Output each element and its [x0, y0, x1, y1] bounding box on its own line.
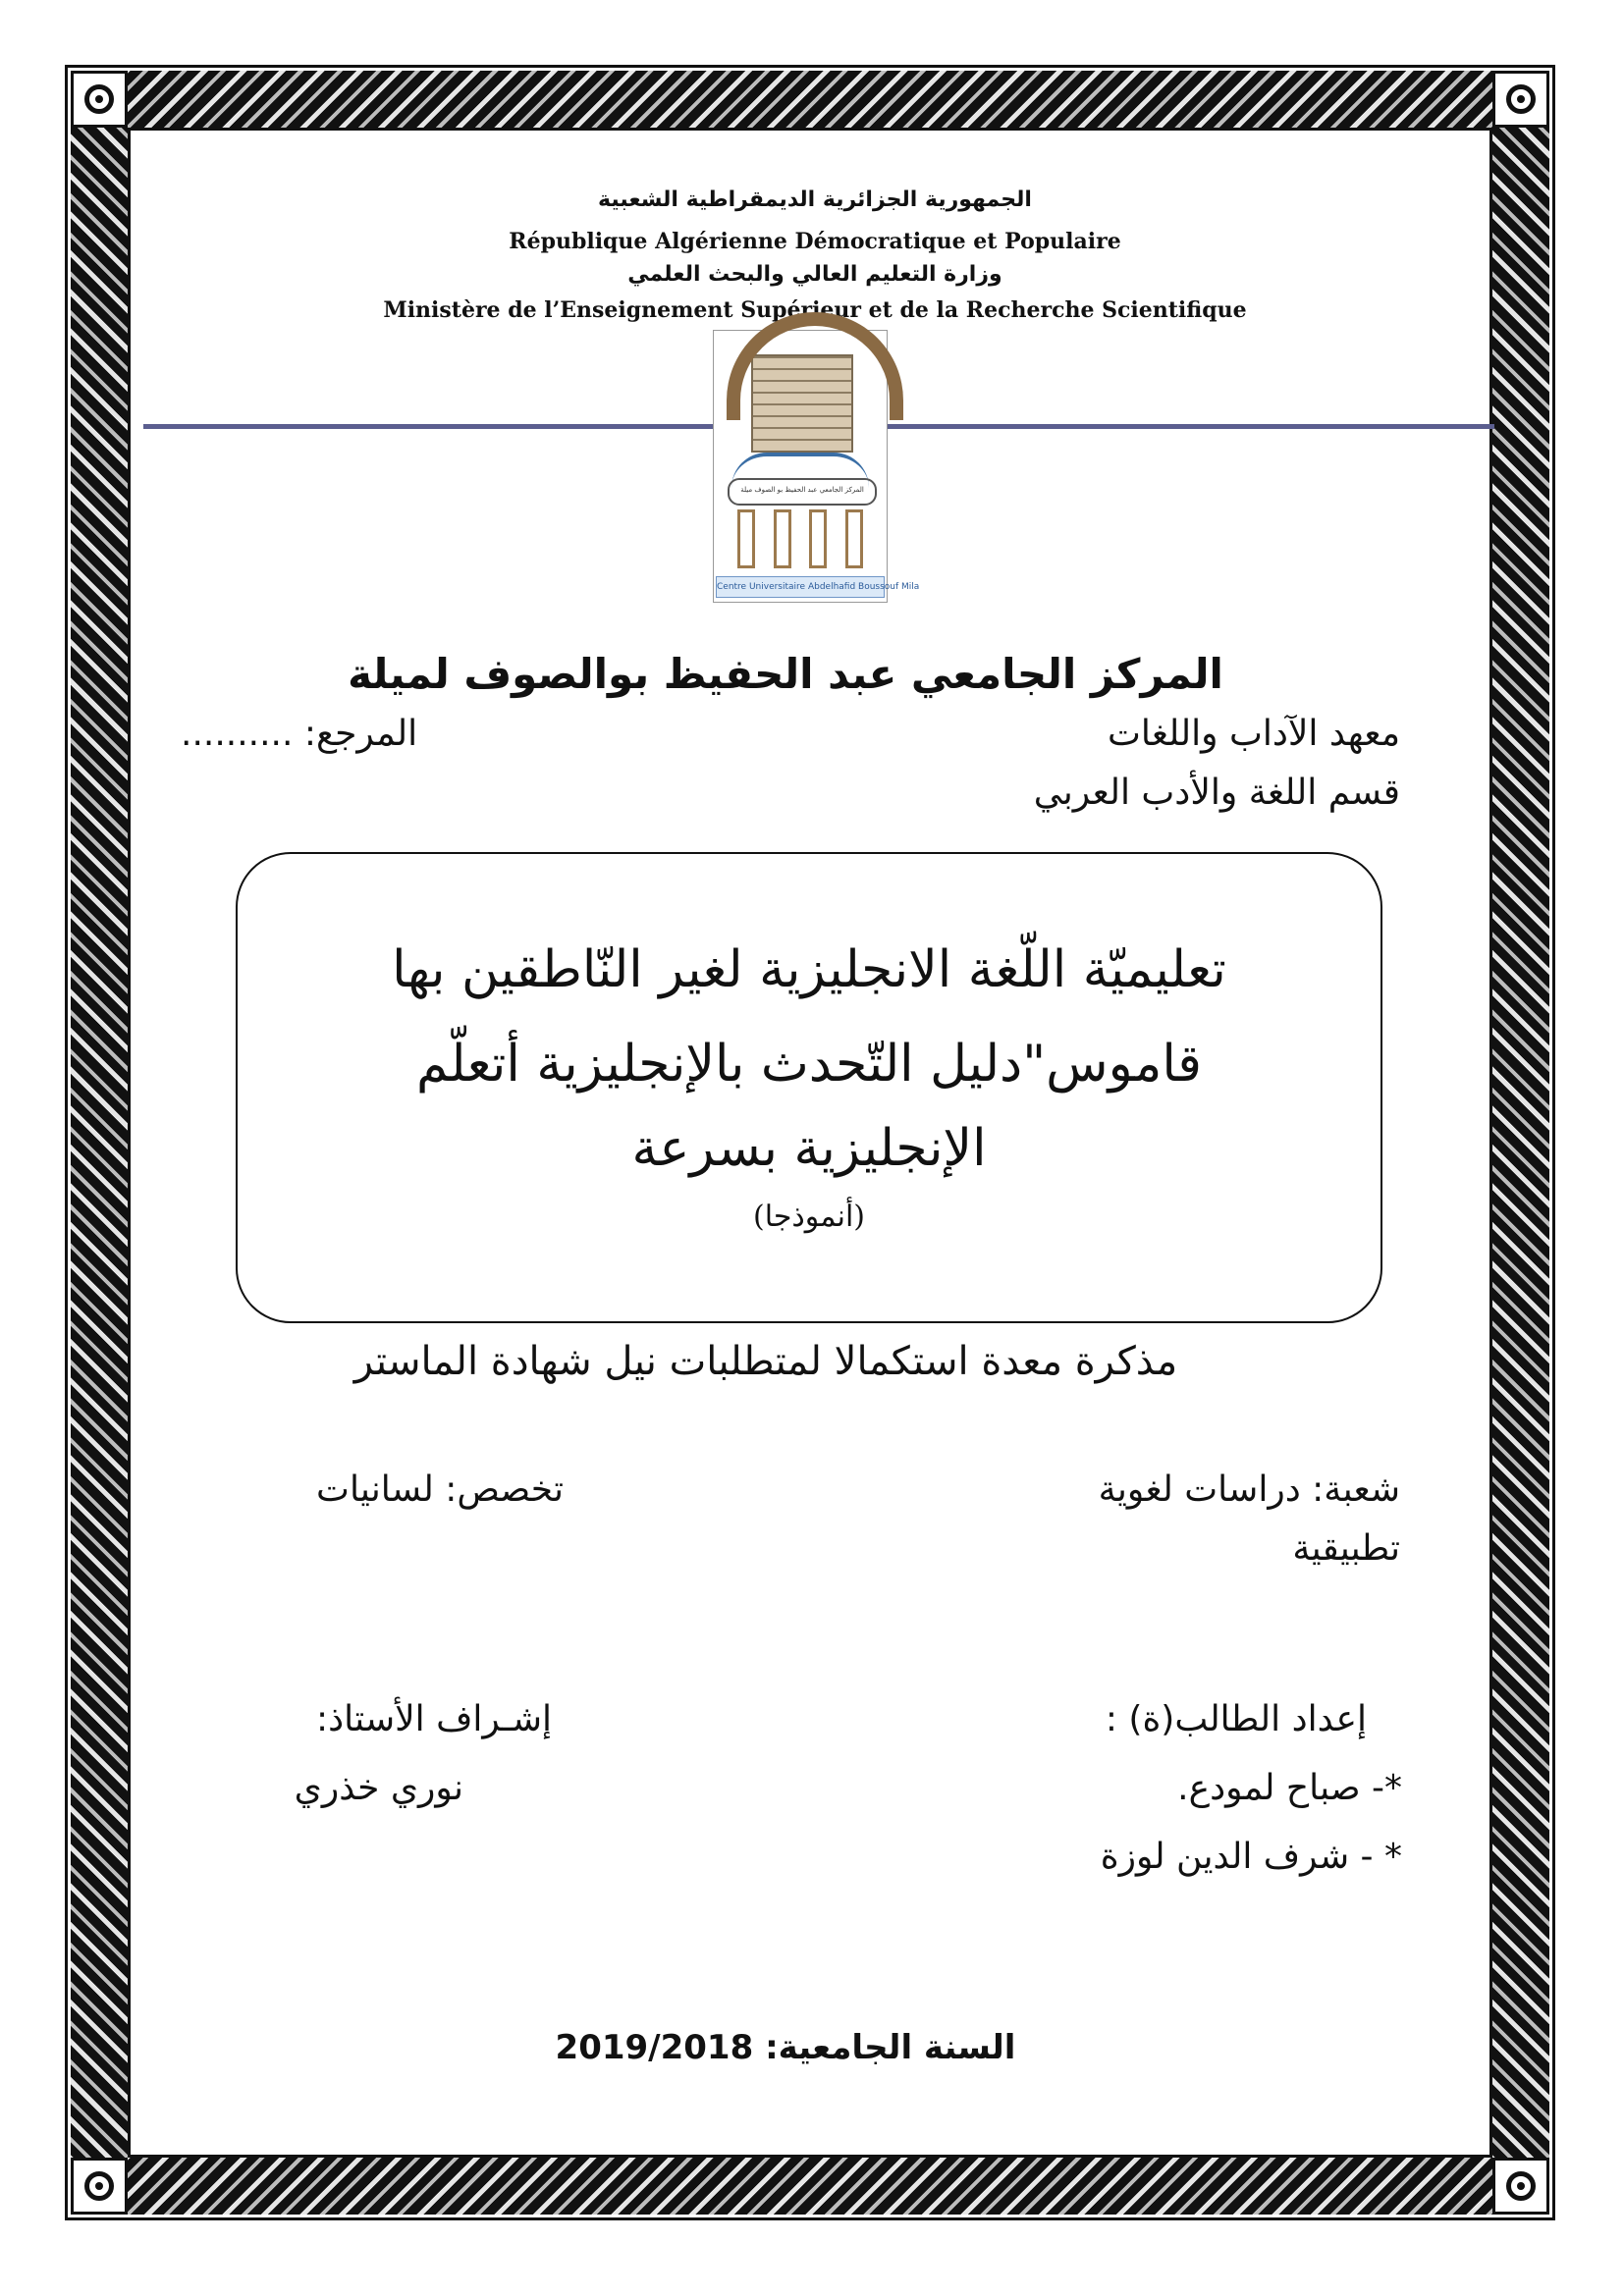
academic-year: السنة الجامعية: 2019/2018: [555, 2028, 1016, 2067]
corner-ornament-bottom-left: [71, 2158, 128, 2215]
thesis-purpose: مذكرة معدة استكمالا لمتطلبات نيل شهادة الماستر: [353, 1339, 1178, 1384]
student-name-2: * - شرف الدين لوزة: [1100, 1837, 1402, 1877]
republic-french: République Algérienne Démocratique et Populaire: [509, 229, 1121, 254]
branch-line-1: شعبة: دراسات لغوية: [1098, 1469, 1400, 1510]
ministry-french: Ministère de l’Enseignement Supérieur et de la Recherche Scientifique: [383, 297, 1247, 323]
pillars-icon: [737, 509, 863, 570]
ministry-arabic: وزارة التعليم العالي والبحث العلمي: [627, 262, 1002, 287]
border-pattern-top: [71, 71, 1549, 128]
thesis-title-line-3: الإنجليزية بسرعة: [631, 1119, 987, 1178]
center-name: المركز الجامعي عبد الحفيظ بوالصوف لميلة: [348, 650, 1223, 698]
students-label: إعداد الطالب(ة) :: [1105, 1699, 1367, 1739]
border-pattern-right: [1492, 71, 1549, 2215]
reference-number: المرجع: ..........: [181, 714, 418, 754]
logo-ribbon-text: المركز الجامعي عبد الحفيظ بو الصوف ميلة: [728, 478, 877, 506]
logo-caption: Centre Universitaire Abdelhafid Boussouf Mila: [716, 576, 885, 598]
corner-ornament-top-left: [71, 71, 128, 128]
institute-name: معهد الآداب واللغات: [1108, 714, 1400, 754]
corner-ornament-bottom-right: [1492, 2158, 1549, 2215]
student-name-1: *- صباح لمودع.: [1177, 1768, 1402, 1808]
border-pattern-bottom: [71, 2158, 1549, 2215]
supervisor-label: إشـراف الأستاذ:: [315, 1699, 552, 1739]
corner-ornament-top-right: [1492, 71, 1549, 128]
specialty: تخصص: لسانيات: [316, 1469, 564, 1510]
thesis-title-line-1: تعليميّة اللّغة الانجليزية لغير النّاطقين بها: [392, 940, 1226, 999]
supervisor-name: نوري خذري: [294, 1768, 463, 1808]
border-pattern-left: [71, 71, 128, 2215]
thesis-title-line-2: قاموس"دليل التّحدث بالإنجليزية أتعلّم: [415, 1035, 1203, 1094]
branch-line-2: تطبيقية: [1292, 1528, 1400, 1569]
department-name: قسم اللغة والأدب العربي: [1033, 773, 1400, 813]
thesis-title-model: (أنموذجا): [753, 1200, 865, 1234]
republic-arabic: الجمهورية الجزائرية الديمقراطية الشعبية: [598, 187, 1032, 212]
